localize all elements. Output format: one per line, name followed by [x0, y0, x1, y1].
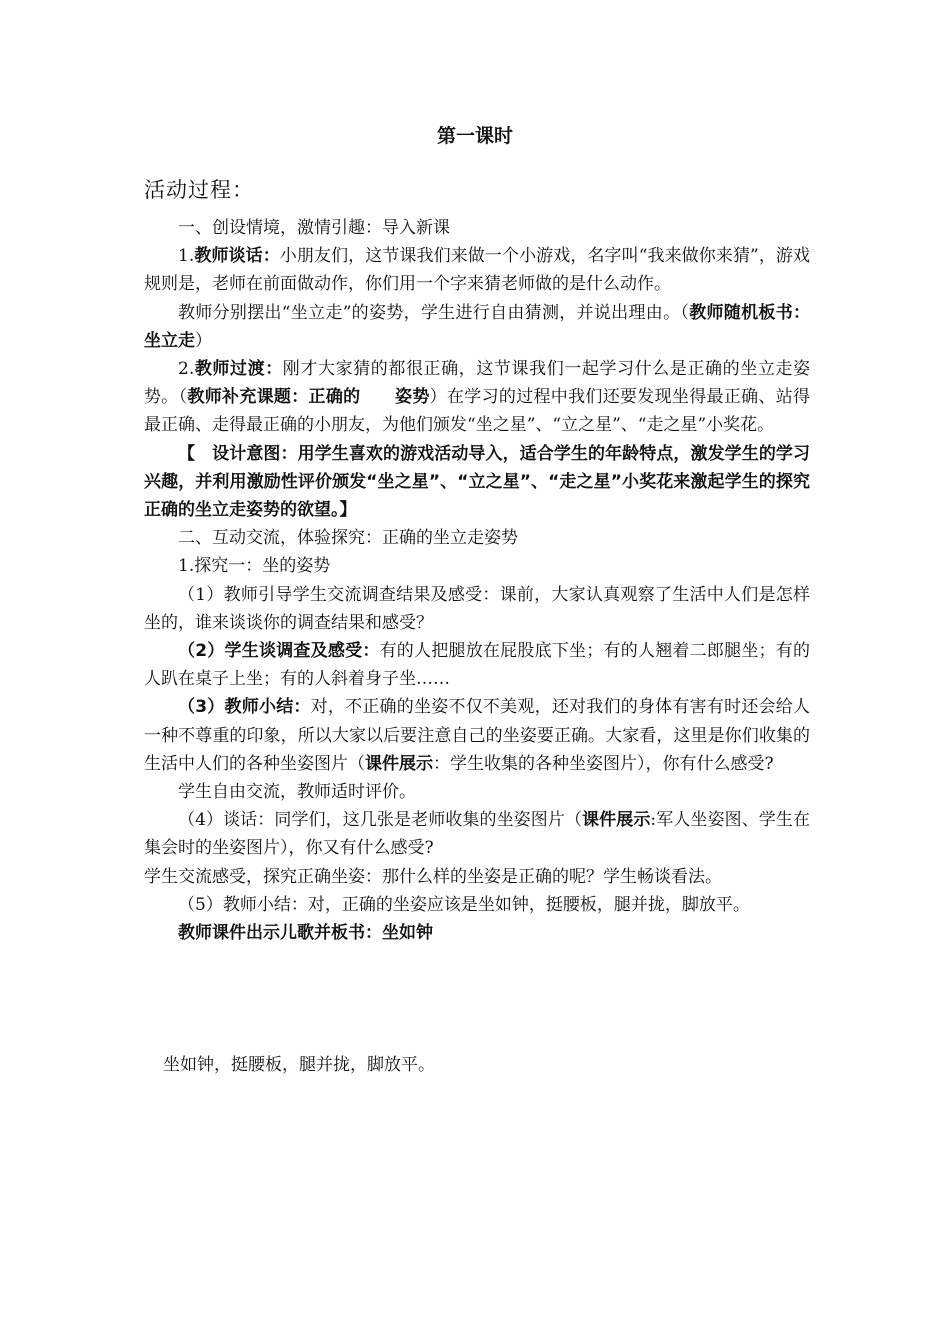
free-exchange: 学生自由交流，教师适时评价。: [178, 782, 416, 803]
step-5: （5）教师小结：对，正确的坐姿应该是坐如钟，挺腰板，腿并拢，脚放平。: [178, 894, 750, 915]
section-2-heading: 二、互动交流，体验探究：正确的坐立走姿势: [178, 528, 518, 549]
paragraph-teacher-talk: 1.教师谈话：小朋友们，这节课我们来做一个小游戏，名字叫“我来做你来猜”，游戏规则是，老师在前面做动作，你们用一个字来猜老师做的是什么动作。: [144, 246, 811, 295]
section-heading: 活动过程：: [144, 178, 254, 202]
design-intent: 【 设计意图：用学生喜欢的游戏活动导入，适合学生的年龄特点，激发学生的学习兴趣，并利用激励性评价颁发“坐之星”、“立之星”、“走之星”小奖花来激起学生的探究正确的坐立走姿势的欲望。】: [144, 443, 810, 521]
board-note: 教师课件出示儿歌并板书：坐如钟: [178, 923, 433, 944]
explore-one: 1.探究一：坐的姿势: [178, 556, 331, 577]
step-1: （1）教师引导学生交流调查结果及感受：课前，大家认真观察了生活中人们是怎样坐的，谁来谈谈你的调查结果和感受？: [144, 584, 810, 633]
rhyme-line: 坐如钟，挺腰板，腿并拢，脚放平。: [163, 1055, 435, 1075]
paragraph-transition: 2.教师过渡：刚才大家猜的都很正确，这节课我们一起学习什么是正确的坐立走姿势。（教师补充课题：正确的 姿势）在学习的过程中我们还要发现坐得最正确、站得最正确、走得最正确的小朋友，为他们颁发“坐之星”、“立之星”、“走之星”小奖花。: [144, 359, 811, 436]
step-4: （4）谈话：同学们，这几张是老师收集的坐姿图片（课件展示:军人坐姿图、学生在集会时的坐姿图片），你又有什么感受?: [144, 810, 810, 859]
page-title: 第一课时: [436, 125, 513, 147]
section-1-heading: 一、创设情境，激情引趣：导入新课: [178, 218, 450, 238]
student-exchange: 学生交流感受，探究正确坐姿：那什么样的坐姿是正确的呢？学生畅谈看法。: [144, 866, 722, 887]
document-body: [144, 214, 810, 947]
paragraph-pose-demo: 教师分别摆出“坐立走”的姿势，学生进行自由猜测，并说出理由。（教师随机板书：坐立走）: [144, 302, 811, 351]
step-2: （2）学生谈调查及感受：有的人把腿放在屁股底下坐；有的人翘着二郎腿坐；有的人趴在桌子上坐；有的人斜着身子坐……: [144, 641, 811, 690]
step-3: （3）教师小结：对，不正确的坐姿不仅不美观，还对我们的身体有害有时还会给人一种不尊重的印象，所以大家以后要注意自己的坐姿要正确。大家看，这里是你们收集的生活中人们的各种坐姿图片（课件展示：学生收集的各种坐姿图片），你有什么感受?: [144, 697, 810, 774]
